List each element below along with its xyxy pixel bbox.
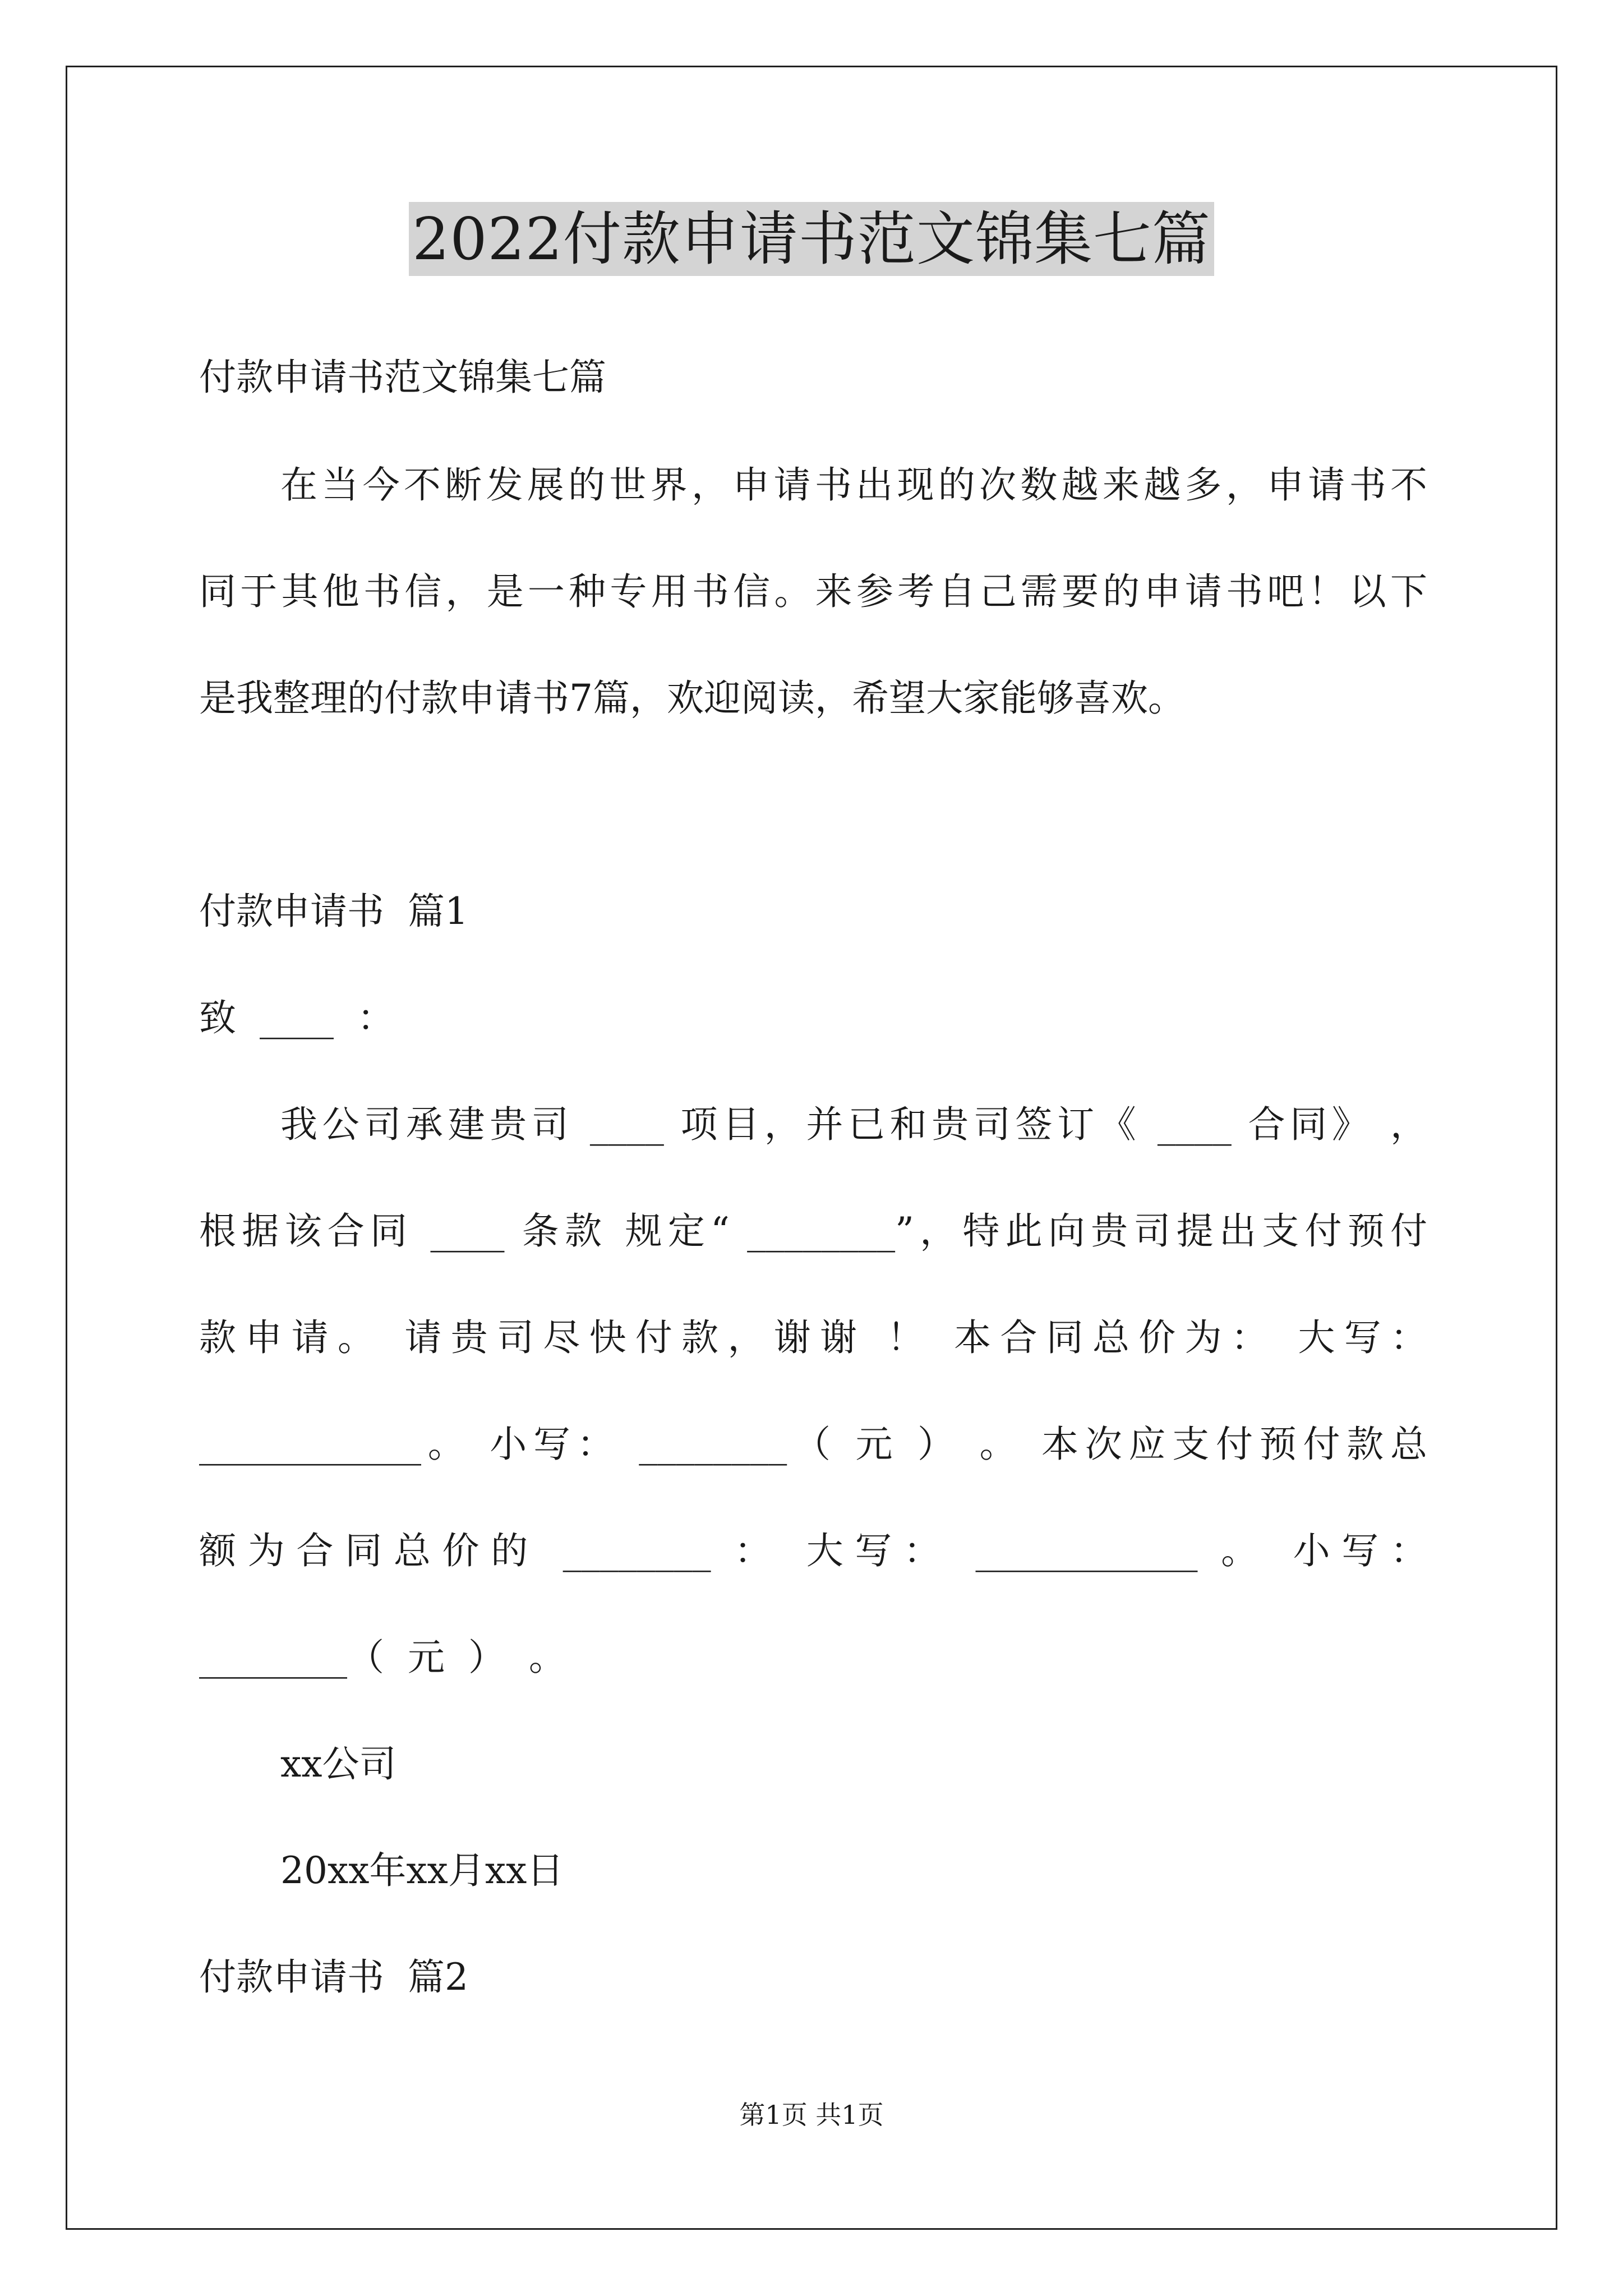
intro-line-2: 同于其他书信，是一种专用书信。来参考自己需要的申请书吧！以下: [199, 570, 1427, 613]
document-title: 2022付款申请书范文锦集七篇: [409, 202, 1214, 276]
title-container: [0, 202, 1623, 276]
section1-heading: 付款申请书 篇1: [199, 890, 468, 933]
section1-body-line-5: 额为合同总价的 ________ ： 大写： ____________ 。 小写：: [199, 1529, 1427, 1572]
section1-salutation: 致 ____ ：: [199, 996, 394, 1039]
section1-body-line-2: 根据该合同 ____ 条款 规定“ ________”，特此向贵司提出支付预付: [199, 1209, 1427, 1253]
section1-body-line-4: ____________。 小写： ________（ 元 ） 。 本次应支付预付款总: [199, 1423, 1427, 1466]
section1-body-line-3: 款申请。 请贵司尽快付款，谢谢 ！ 本合同总价为： 大写：: [199, 1316, 1427, 1359]
section2-heading: 付款申请书 篇2: [199, 1955, 468, 1999]
section1-body-line-1: 我公司承建贵司 ____ 项目，并已和贵司签订《 ____ 合同》 ，: [280, 1103, 1427, 1146]
page-footer: 第1页 共1页: [739, 2100, 884, 2130]
signature-company: xx公司: [280, 1742, 396, 1786]
document-subtitle: 付款申请书范文锦集七篇: [199, 356, 606, 399]
intro-line-1: 在当今不断发展的世界，申请书出现的次数越来越多，申请书不: [280, 463, 1427, 507]
section1-body-line-6: ________（ 元 ） 。: [199, 1636, 566, 1679]
intro-line-3: 是我整理的付款申请书7篇，欢迎阅读，希望大家能够喜欢。: [199, 677, 1185, 720]
signature-date: 20xx年xx月xx日: [280, 1849, 564, 1892]
